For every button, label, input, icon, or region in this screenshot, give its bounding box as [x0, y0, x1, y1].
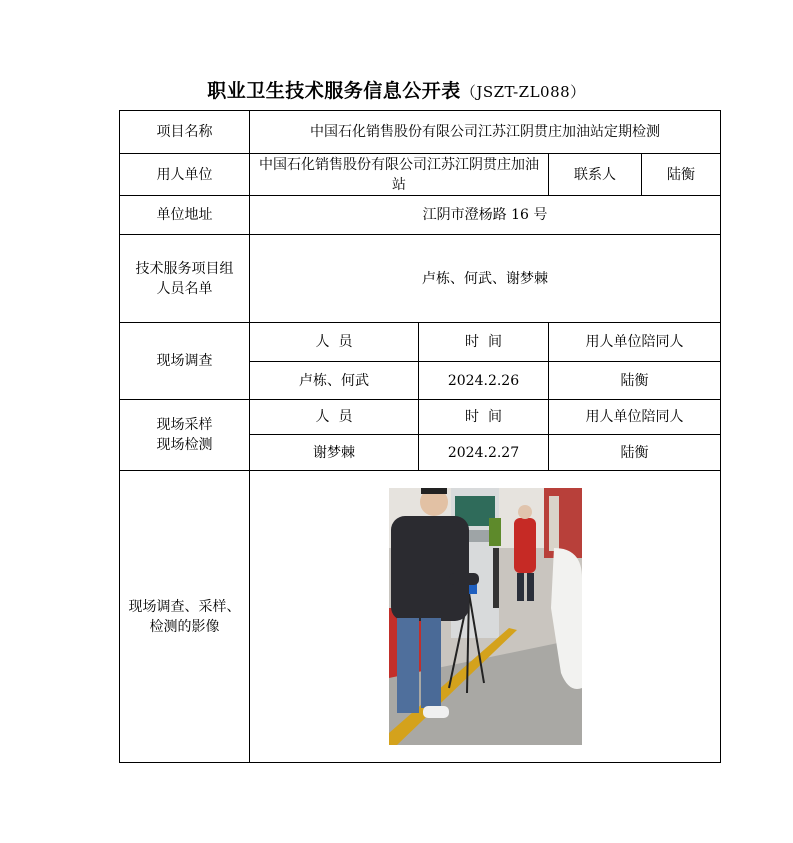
title-code: （JSZT-ZL088）: [460, 83, 586, 101]
survey-escort: 陆衡: [549, 362, 721, 400]
survey-col-time: 时 间: [419, 323, 549, 362]
site-inspection-photo: [389, 488, 582, 745]
team-value: 卢栋、何武、谢梦棘: [250, 235, 721, 323]
sampling-col-time: 时 间: [419, 400, 549, 435]
employer-value: 中国石化销售股份有限公司江苏江阴贯庄加油站: [250, 154, 549, 196]
images-cell: [250, 471, 721, 763]
project-name-value: 中国石化销售股份有限公司江苏江阴贯庄加油站定期检测: [250, 111, 721, 154]
employer-label: 用人单位: [120, 154, 250, 196]
sampling-label-line1: 现场采样: [156, 417, 213, 433]
page-title: [0, 76, 793, 103]
contact-value: 陆衡: [642, 154, 721, 196]
images-label: [120, 471, 250, 763]
survey-header-row: [120, 323, 721, 362]
team-label: 技术服务项目组人员名单: [120, 235, 250, 323]
images-row: [120, 471, 721, 763]
images-label-line1: 现场调查、采样、: [128, 598, 241, 615]
team-row: [120, 235, 721, 323]
survey-col-personnel: 人 员: [250, 323, 419, 362]
sampling-header-row: [120, 400, 721, 435]
survey-label: 现场调查: [120, 323, 250, 400]
project-row: [120, 111, 721, 154]
address-value: 江阴市澄杨路 16 号: [250, 196, 721, 235]
sampling-label: [120, 400, 250, 471]
sampling-escort: 陆衡: [549, 435, 721, 471]
sampling-personnel: 谢梦棘: [250, 435, 419, 471]
sampling-col-escort: 用人单位陪同人: [549, 400, 721, 435]
address-row: [120, 196, 721, 235]
sampling-time: 2024.2.27: [419, 435, 549, 471]
images-label-line2: 检测的影像: [149, 618, 220, 635]
project-name-label: 项目名称: [120, 111, 250, 154]
sampling-label-line2: 现场检测: [156, 437, 213, 453]
survey-time: 2024.2.26: [419, 362, 549, 400]
sampling-col-personnel: 人 员: [250, 400, 419, 435]
employer-row: [120, 154, 721, 196]
title-main: 职业卫生技术服务信息公开表: [207, 80, 461, 102]
address-label: 单位地址: [120, 196, 250, 235]
survey-personnel: 卢栋、何武: [250, 362, 419, 400]
info-table: [119, 110, 721, 763]
contact-label: 联系人: [549, 154, 642, 196]
survey-col-escort: 用人单位陪同人: [549, 323, 721, 362]
